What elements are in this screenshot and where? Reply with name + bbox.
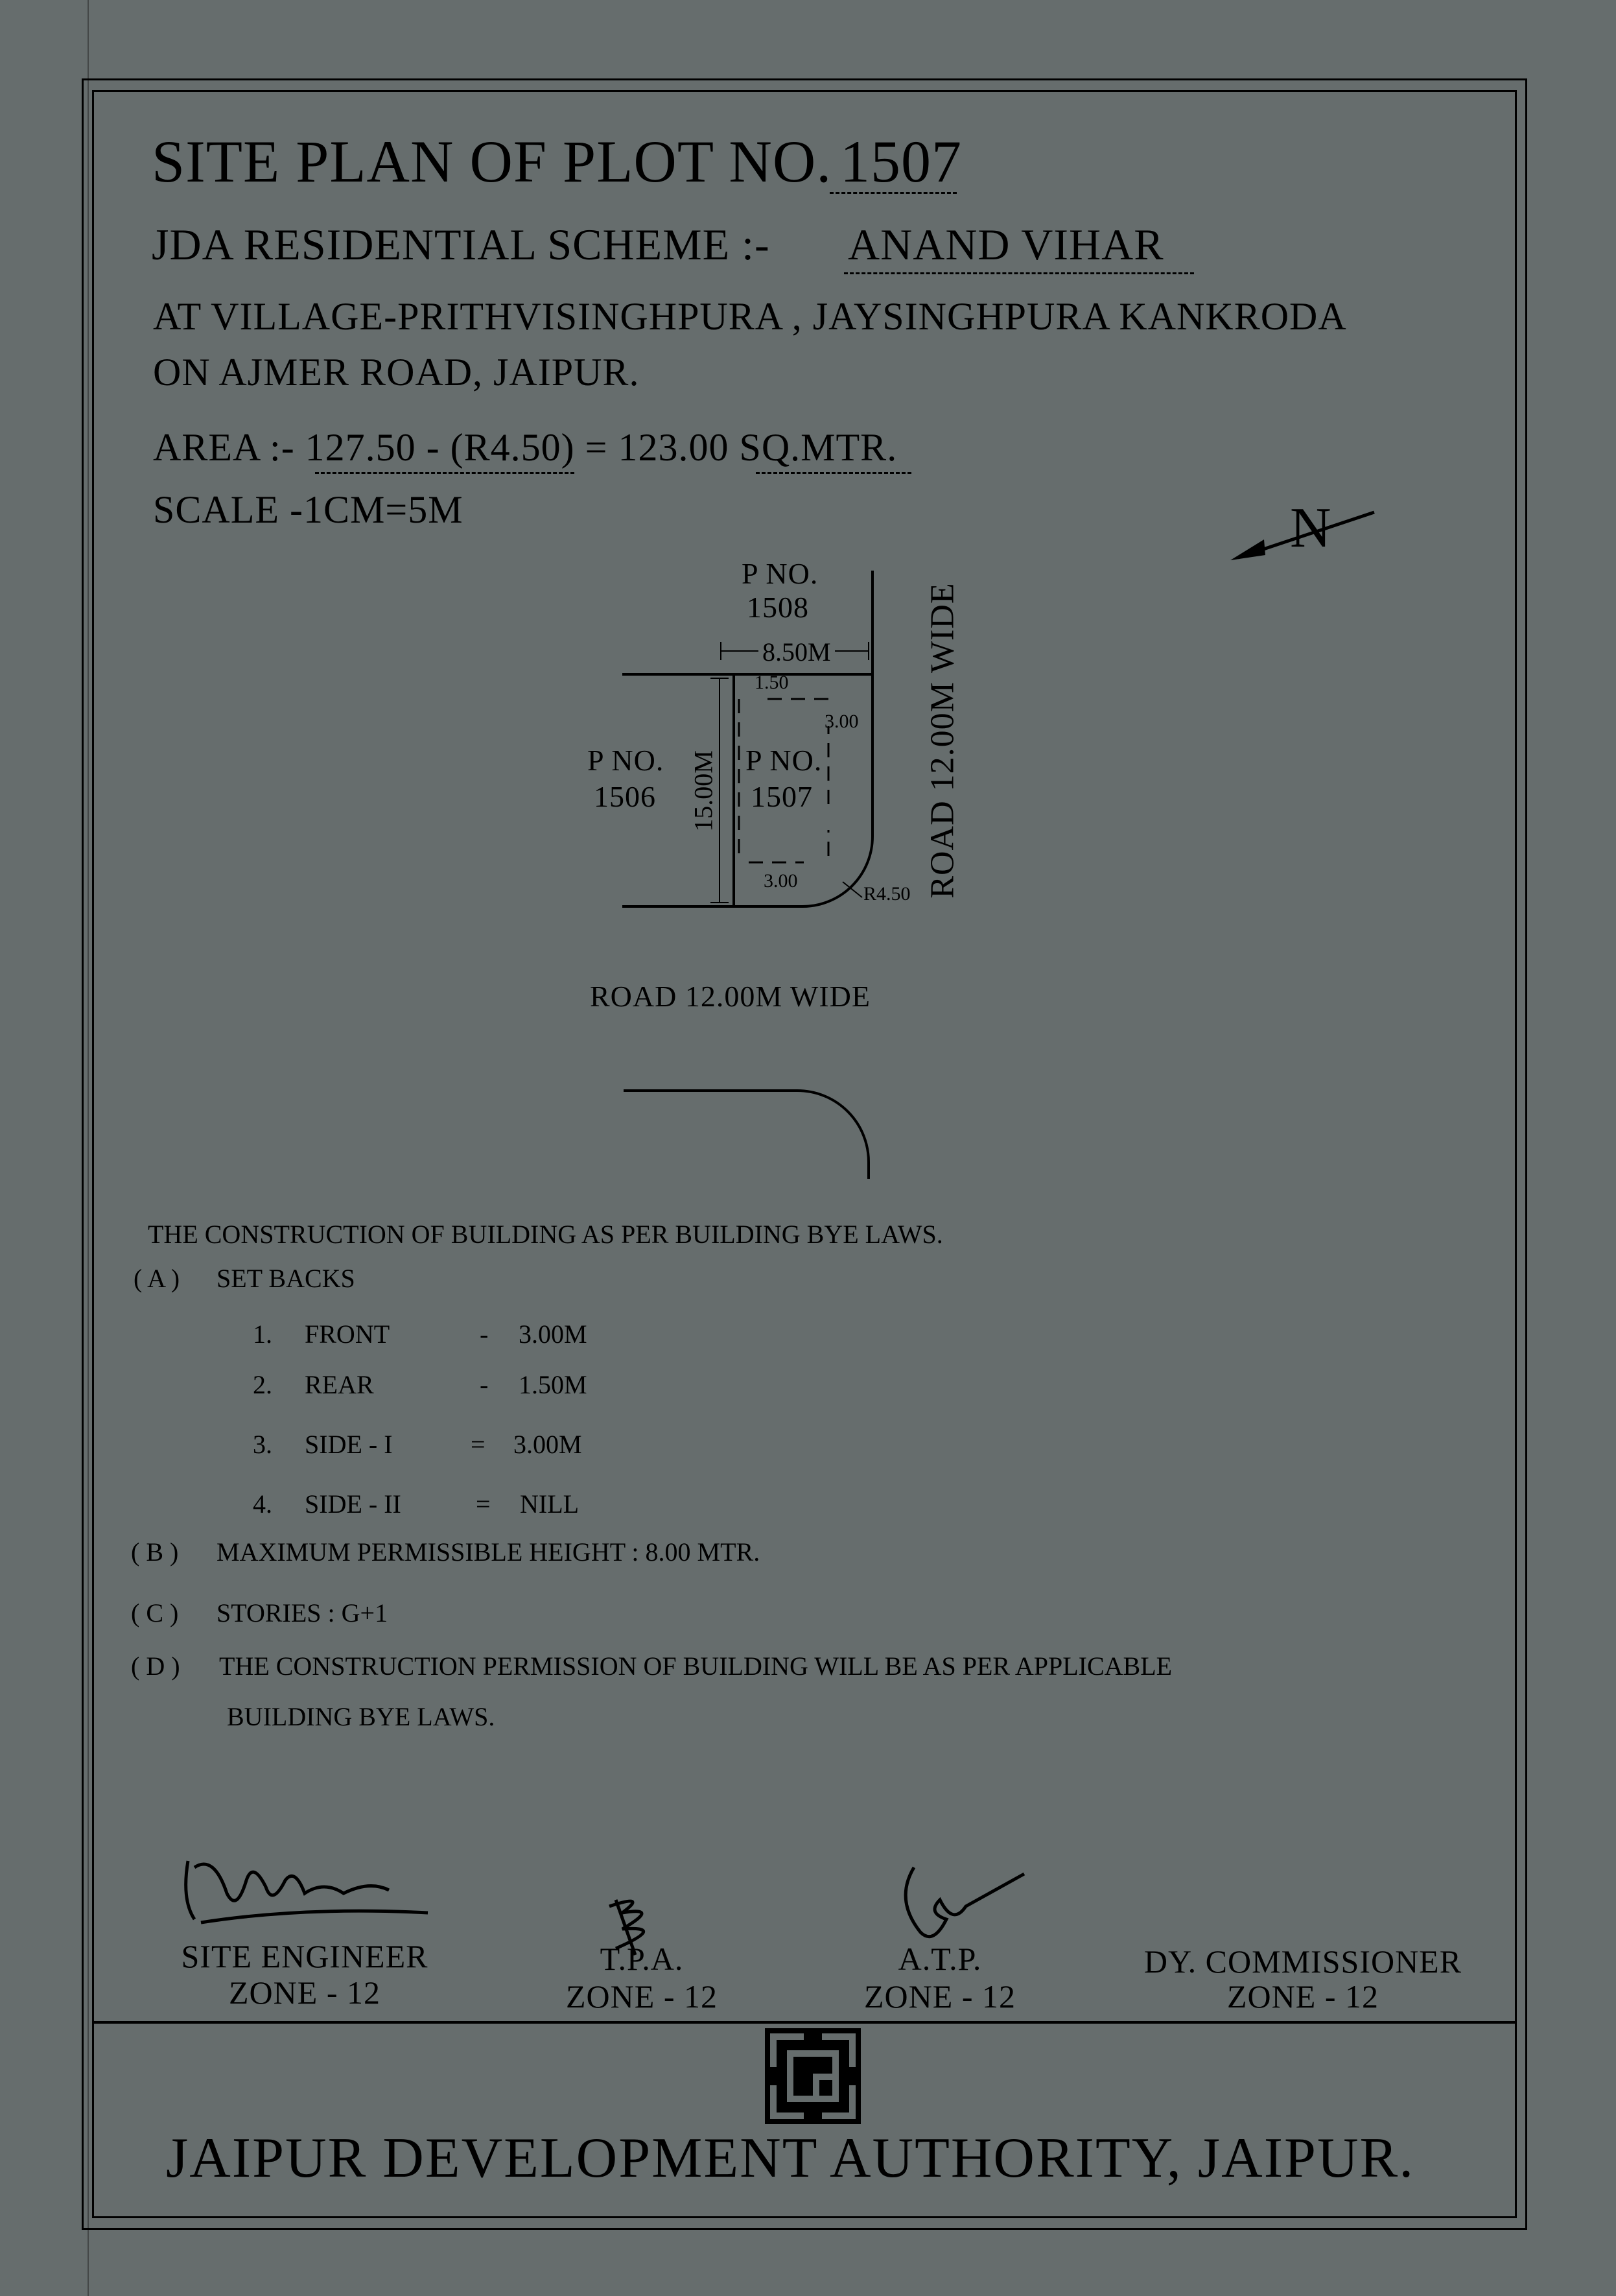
road-south-label: ROAD 12.00M WIDE: [590, 980, 871, 1013]
width-dimension: 8.50M: [758, 637, 835, 667]
signatory-site-engineer-zone: ZONE - 12: [229, 1974, 381, 2011]
signatory-atp-zone: ZONE - 12: [864, 1978, 1016, 2015]
rule-b-text: MAXIMUM PERMISSIBLE HEIGHT : 8.00 MTR.: [217, 1537, 760, 1567]
depth-dimension: 15.00M: [688, 748, 719, 834]
rule-a-text: SET BACKS: [217, 1264, 355, 1293]
rules-intro: THE CONSTRUCTION OF BUILDING AS PER BUILDING BYE LAWS.: [148, 1220, 943, 1249]
rear-setback-label: 1.50: [755, 672, 789, 693]
signatory-dy-commissioner-title: DY. COMMISSIONER: [1143, 1943, 1462, 1980]
p1508-label-1: P NO.: [742, 557, 819, 590]
setback-sep: -: [480, 1370, 489, 1399]
corner-curve: [802, 836, 872, 906]
p1506-label-2: 1506: [594, 780, 656, 813]
p1506-label-1: P NO.: [587, 744, 664, 777]
footer-divider: [92, 2021, 1515, 2024]
rule-a-label: ( A ): [134, 1264, 180, 1293]
rule-d-label: ( D ): [131, 1651, 180, 1681]
corner-radius-label: R4.50: [863, 883, 911, 905]
signatory-tpa-title: T.P.A.: [600, 1941, 684, 1977]
side-setback-label: 3.00: [825, 711, 859, 732]
setback-sep: -: [480, 1320, 489, 1349]
scheme-prefix: JDA RESIDENTIAL SCHEME :-: [152, 220, 770, 269]
setback-name: REAR: [305, 1370, 374, 1399]
road-east-label: ROAD 12.00M WIDE: [924, 582, 961, 899]
signatory-tpa-zone: ZONE - 12: [566, 1978, 718, 2015]
setback-no: 4.: [253, 1489, 272, 1519]
north-label: N: [1290, 497, 1331, 560]
setback-value: 1.50M: [519, 1370, 587, 1399]
rule-b-label: ( B ): [131, 1537, 179, 1567]
setback-name: SIDE - I: [305, 1430, 393, 1459]
rule-c-text: STORIES : G+1: [217, 1598, 388, 1627]
setback-name: FRONT: [305, 1320, 390, 1349]
setback-name: SIDE - II: [305, 1489, 401, 1519]
area-line: AREA :- 127.50 - (R4.50) = 123.00 SQ.MTR.: [153, 426, 898, 469]
setback-sep: =: [476, 1489, 491, 1519]
setback-sep: =: [471, 1430, 486, 1459]
title-prefix: SITE PLAN OF PLOT NO.: [152, 128, 832, 195]
location-line-1: AT VILLAGE-PRITHVISINGHPURA , JAYSINGHPURA KANKRODA: [153, 295, 1347, 338]
plot-number: 1507: [840, 128, 962, 195]
rule-d-text-1: THE CONSTRUCTION PERMISSION OF BUILDING WILL BE AS PER APPLICABLE: [219, 1651, 1173, 1681]
signatory-dy-commissioner-zone: ZONE - 12: [1227, 1978, 1379, 2015]
setback-value: 3.00M: [513, 1430, 582, 1459]
jda-logo-icon: [765, 2028, 861, 2124]
p1507-label-2: 1507: [751, 780, 813, 813]
p1507-label-1: P NO.: [745, 744, 823, 777]
setback-no: 1.: [253, 1320, 272, 1349]
setback-no: 3.: [253, 1430, 272, 1459]
rule-c-label: ( C ): [131, 1598, 179, 1627]
p1508-label-2: 1508: [747, 591, 809, 624]
setback-value: 3.00M: [519, 1320, 587, 1349]
location-line-2: ON AJMER ROAD, JAIPUR.: [153, 351, 640, 394]
scheme-name: ANAND VIHAR: [848, 220, 1164, 269]
signatory-atp-title: A.T.P.: [898, 1941, 982, 1977]
scale-line: SCALE -1CM=5M: [153, 488, 463, 531]
opposite-road-corner: [624, 1091, 869, 1179]
rule-d-text-2: BUILDING BYE LAWS.: [227, 1702, 495, 1731]
setback-value: NILL: [520, 1489, 580, 1519]
signature-site-engineer-icon: [175, 1841, 434, 1939]
setback-no: 2.: [253, 1370, 272, 1399]
footer-authority: JAIPUR DEVELOPMENT AUTHORITY, JAIPUR.: [166, 2127, 1415, 2190]
signatory-site-engineer-title: SITE ENGINEER: [181, 1938, 428, 1974]
front-setback-label: 3.00: [764, 870, 798, 892]
